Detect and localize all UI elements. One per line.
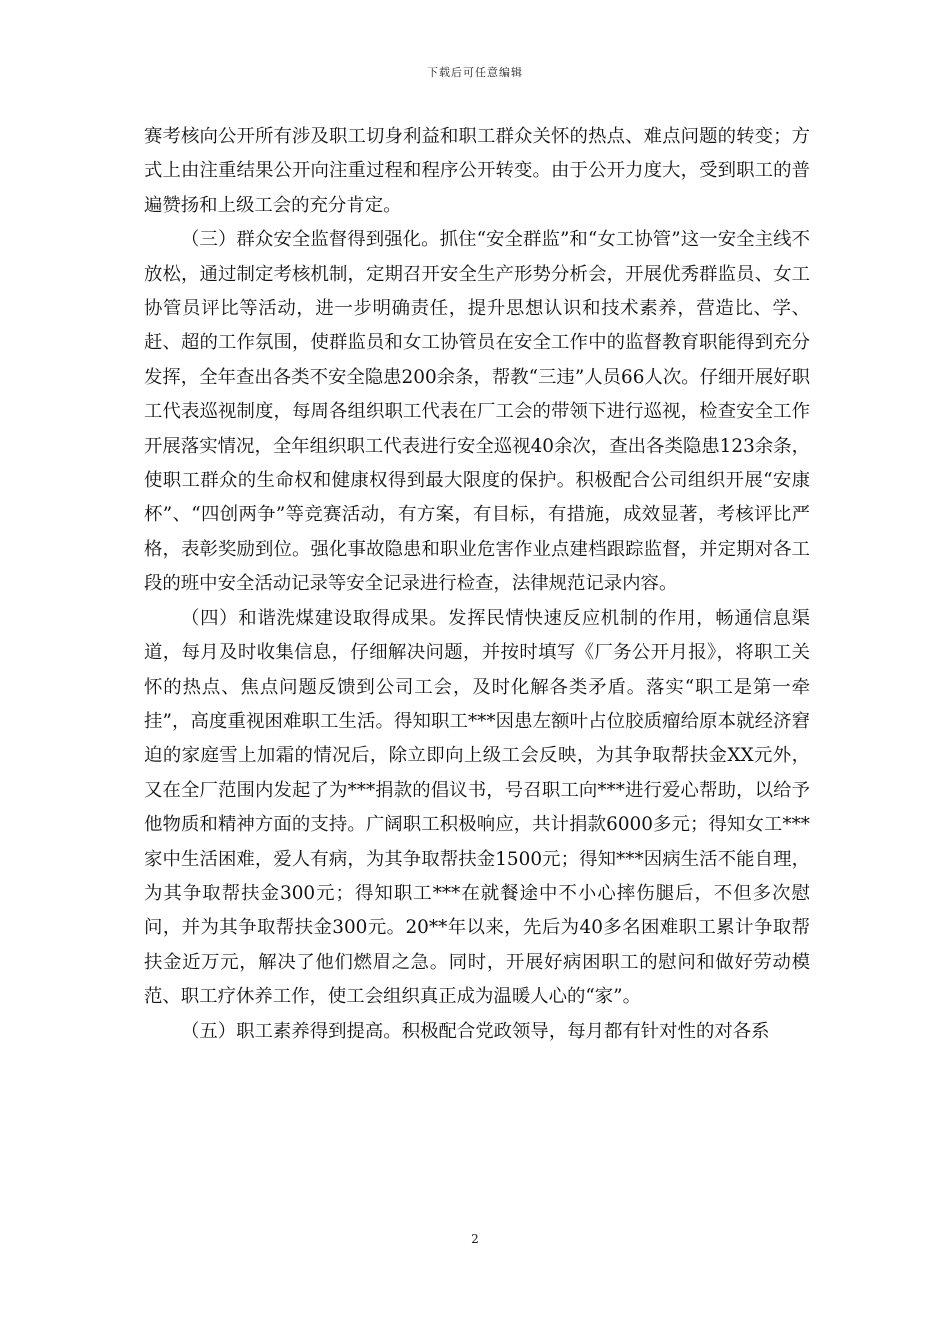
paragraph-section-3: （三）群众安全监督得到强化。抓住“安全群监”和“女工协管”这一安全主线不放松，通过制定考核机制，定期召开安全生产形势分析会，开展优秀群监员、女工协管员评比等活动，进一步明确责任，提升思想认识和技术素养，营造比、学、赶、超的工作氛围，使群监员和女工协管员在安全工作中的监督教育职能得到充分发挥，全年查出各类不安全隐患200余条，帮教“三违”人员66人次。仔细开展好职工代表巡视制度，每周各组织职工代表在厂工会的带领下进行巡视，检查安全工作开展落实情况，全年组织职工代表进行安全巡视40余次，查出各类隐患123余条，使职工群众的生命权和健康权得到最大限度的保护。积极配合公司组织开展“安康杯”、“四创两争”等竞赛活动，有方案，有目标，有措施，成效显著，考核评比严格，表彰奖励到位。强化事故隐患和职业危害作业点建档跟踪监督，并定期对各工段的班中安全活动记录等安全记录进行检查，法律规范记录内容。 xyxy=(144,229,810,595)
page-number: 2 xyxy=(471,1232,479,1246)
paragraph-section-4: （四）和谐洗煤建设取得成果。发挥民情快速反应机制的作用，畅通信息渠道，每月及时收集信息，仔细解决问题，并按时填写《厂务公开月报》，将职工关怀的热点、焦点问题反馈到公司工会，及时化解各类矛盾。落实“职工是第一牵挂”，高度重视困难职工生活。得知职工***因患左额叶占位胶质瘤给原本就经济窘迫的家庭雪上加霜的情况后，除立即向上级工会反映，为其争取帮扶金XX元外，又在全厂范围内发起了为***捐款的倡议书，号召职工向***进行爱心帮助，以给予他物质和精神方面的支持。广阔职工积极响应，共计捐款6000多元；得知女工***家中生活困难，爱人有病，为其争取帮扶金1500元；得知***因病生活不能自理，为其争取帮扶金300元；得知职工***在就餐途中不小心摔伤腿后，不但多次慰问，并为其争取帮扶金300元。20**年以来，先后为40多名困难职工累计争取帮扶金近万元，解决了他们燃眉之急。同时，开展好病困职工的慰问和做好劳动模范、职工疗休养工作，使工会组织真正成为温暖人心的“家”。 xyxy=(144,607,810,1008)
paragraph-section-5: （五）职工素养得到提高。积极配合党政领导，每月都有针对性的对各系 xyxy=(181,1020,770,1042)
paragraph-continuation: 赛考核向公开所有涉及职工切身利益和职工群众关怀的热点、难点问题的转变；方式上由注重结果公开向注重过程和程序公开转变。由于公开力度大，受到职工的普遍赞扬和上级工会的充分肯定。 xyxy=(144,126,810,216)
page-header: 下载后可任意编辑 xyxy=(427,66,523,79)
document-body xyxy=(144,120,810,1049)
